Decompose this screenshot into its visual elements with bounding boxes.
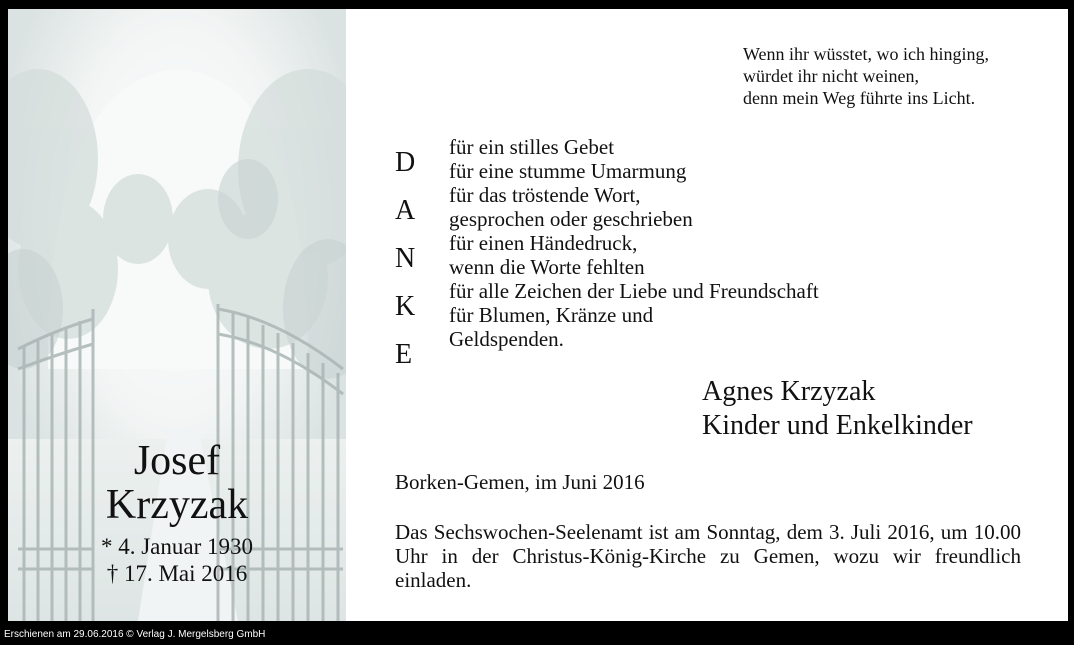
birth-date: * 4. Januar 1930 — [100, 534, 254, 559]
danke-letter: K — [395, 291, 416, 322]
memorial-quote — [743, 43, 989, 109]
deceased-first-name: Josef — [133, 438, 221, 484]
danke-letter: N — [395, 243, 416, 274]
thanks-line: für Blumen, Kränze und — [449, 303, 654, 327]
thanks-line: für einen Händedruck, — [449, 231, 638, 255]
cemetery-gate-image — [8, 9, 346, 621]
deceased-block — [8, 439, 346, 587]
danke-letter: D — [395, 147, 416, 178]
deceased-last-name: Krzyzak — [105, 482, 249, 528]
thanks-line: Geldspenden. — [449, 327, 564, 351]
obituary-card — [8, 9, 1068, 621]
thanks-line: für das tröstende Wort, — [449, 183, 641, 207]
danke-letter: A — [395, 195, 416, 226]
thanks-line: gesprochen oder geschrieben — [449, 207, 693, 231]
family-signature — [702, 375, 973, 443]
danke-acrostic — [395, 139, 415, 379]
place-date: Borken-Gemen, im Juni 2016 — [395, 470, 645, 494]
thanks-line: für alle Zeichen der Liebe und Freundschaft — [449, 279, 819, 303]
signature-name: Agnes Krzyzak — [702, 376, 876, 407]
thanks-line: wenn die Worte fehlten — [449, 255, 645, 279]
thanks-line: für ein stilles Gebet — [449, 135, 615, 159]
service-announcement: Das Sechswochen-Seelenamt ist am Sonntag, dem 3. Juli 2016, um 10.00 Uhr in der Christus-König-Kirche zu Gemen, wozu wir freundlich einladen. — [395, 520, 1021, 592]
death-date: † 17. Mai 2016 — [106, 561, 248, 586]
signature-family: Kinder und Enkelkinder — [702, 410, 973, 441]
deceased-dates — [8, 533, 346, 587]
publication-footer: Erschienen am 29.06.2016 © Verlag J. Mergelsberg GmbH — [4, 629, 266, 640]
thanks-line: für eine stumme Umarmung — [449, 159, 687, 183]
quote-line: würdet ihr nicht weinen, — [743, 66, 919, 86]
thanks-list — [449, 135, 819, 351]
quote-line: denn mein Weg führte ins Licht. — [743, 88, 976, 108]
quote-line: Wenn ihr wüsstet, wo ich hinging, — [743, 44, 990, 64]
danke-letter: E — [395, 339, 413, 370]
